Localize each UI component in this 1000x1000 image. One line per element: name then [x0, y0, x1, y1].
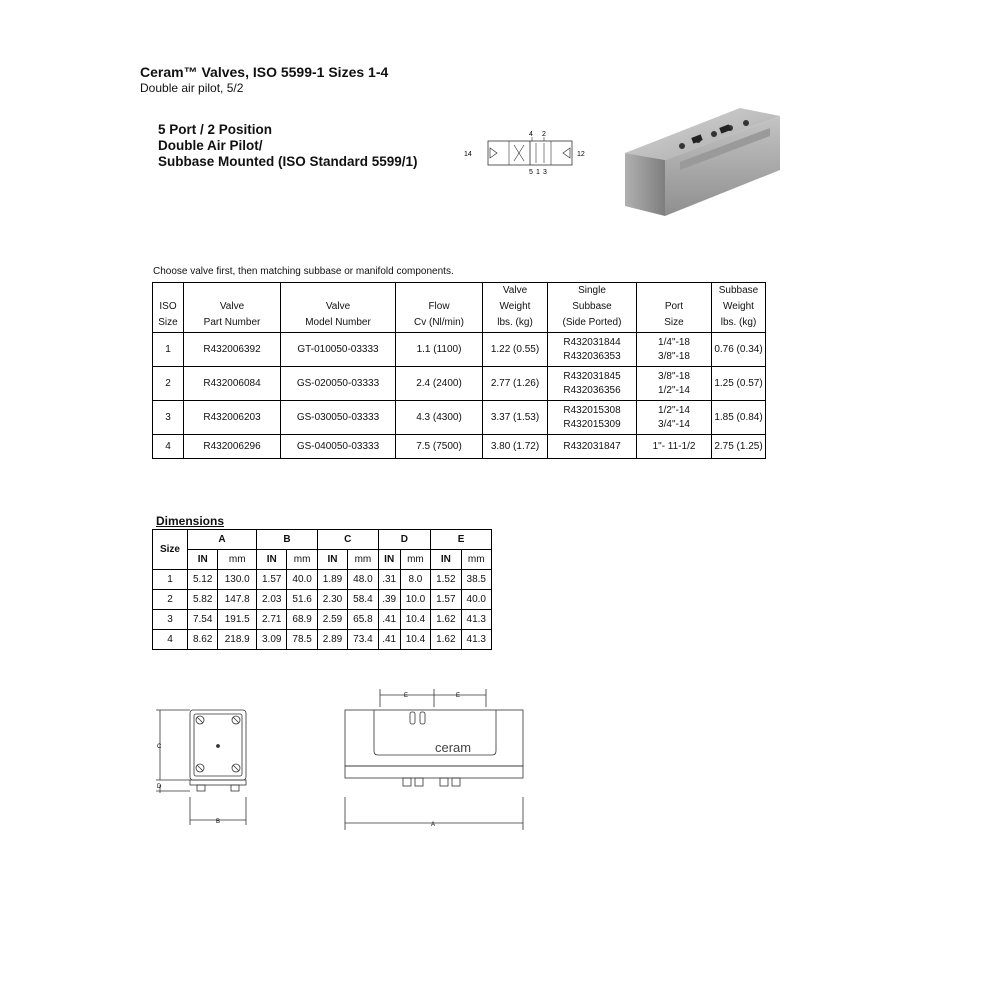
cell-subbase — [548, 333, 637, 367]
subbase-part: R432031845 — [563, 370, 621, 382]
dim-cell: 2.59 — [317, 610, 347, 630]
dim-cell: 1.57 — [431, 590, 461, 610]
dim-cell: .39 — [378, 590, 400, 610]
dim-cell: 1 — [153, 570, 188, 590]
dim-cell: 1.62 — [431, 630, 461, 650]
dim-unit-header: IN — [188, 550, 218, 570]
header-line: Size — [158, 317, 178, 328]
cell-subbase — [548, 367, 637, 401]
port-size-value: 3/4"-14 — [658, 418, 690, 430]
dim-unit-header: mm — [400, 550, 430, 570]
dimensions-table — [152, 529, 492, 650]
dimension-label: C — [157, 744, 162, 750]
header-line: Size — [664, 317, 684, 328]
dim-cell: .31 — [378, 570, 400, 590]
product-heading-line: Double Air Pilot/ — [158, 138, 263, 153]
header-line: Subbase — [718, 285, 759, 296]
dim-cell: 1.57 — [257, 570, 287, 590]
document-subtitle: Double air pilot, 5/2 — [140, 81, 244, 95]
cell-model-number: GT-010050-03333 — [281, 333, 396, 367]
dim-cell: 8.0 — [400, 570, 430, 590]
cell-size: 1 — [153, 333, 184, 367]
dim-cell: 40.0 — [287, 570, 317, 590]
dim-unit-header: mm — [461, 550, 491, 570]
cell-flow: 7.5 (7500) — [396, 435, 483, 459]
dim-unit-header: IN — [431, 550, 461, 570]
dim-cell: 1.62 — [431, 610, 461, 630]
dim-cell: 7.54 — [188, 610, 218, 630]
cell-part-number: R432006392 — [184, 333, 281, 367]
dimension-label: A — [431, 822, 436, 828]
table-note: Choose valve first, then matching subbase or manifold components. — [153, 266, 454, 277]
header-line: Subbase — [572, 301, 612, 312]
dim-cell: 78.5 — [287, 630, 317, 650]
dim-cell: 3 — [153, 610, 188, 630]
cell-port-size — [637, 367, 712, 401]
front-view-drawing — [156, 710, 246, 825]
dim-cell: 2.89 — [317, 630, 347, 650]
cell-subbase — [548, 435, 637, 459]
col-header-flow — [396, 283, 483, 333]
header-line: Part Number — [203, 317, 261, 328]
dim-cell: 147.8 — [218, 590, 257, 610]
dim-cell: 3.09 — [257, 630, 287, 650]
dim-group-header: E — [431, 530, 492, 550]
cell-subbase-weight: 0.76 (0.34) — [712, 333, 766, 367]
dim-group-header: A — [188, 530, 257, 550]
cell-valve-weight: 1.22 (0.55) — [483, 333, 548, 367]
dim-unit-header: mm — [218, 550, 257, 570]
dimensions-title: Dimensions — [156, 514, 225, 528]
dim-group-header: B — [257, 530, 318, 550]
cell-valve-weight: 2.77 (1.26) — [483, 367, 548, 401]
header-line: lbs. (kg) — [497, 317, 533, 328]
dim-cell: 2.30 — [317, 590, 347, 610]
col-header-port-size — [637, 283, 712, 333]
table-row — [153, 570, 492, 590]
header-line: Valve — [219, 301, 245, 312]
dim-cell: 65.8 — [348, 610, 378, 630]
symbol-port-label: 4 — [529, 131, 533, 138]
header-line: Weight — [499, 301, 531, 312]
cell-flow: 1.1 (1100) — [396, 333, 483, 367]
cell-model-number: GS-030050-03333 — [281, 401, 396, 435]
subbase-part: R432015309 — [563, 418, 621, 430]
dimension-label: E — [456, 693, 461, 699]
header-line: lbs. (kg) — [720, 317, 757, 328]
cell-port-size — [637, 401, 712, 435]
dim-cell: 1.52 — [431, 570, 461, 590]
port-size-value: 1/2"-14 — [658, 404, 690, 416]
cell-subbase-weight: 2.75 (1.25) — [712, 435, 766, 459]
cell-valve-weight: 3.80 (1.72) — [483, 435, 548, 459]
symbol-port-label: 5 — [529, 169, 533, 176]
dim-cell: 68.9 — [287, 610, 317, 630]
header-line: Single — [578, 285, 606, 296]
cell-part-number: R432006084 — [184, 367, 281, 401]
header-line: Valve — [502, 285, 528, 296]
dim-cell: 41.3 — [461, 630, 491, 650]
dim-cell: 5.12 — [188, 570, 218, 590]
dim-cell: .41 — [378, 610, 400, 630]
dim-cell: .41 — [378, 630, 400, 650]
cell-port-size — [637, 333, 712, 367]
dim-cell: 1.89 — [317, 570, 347, 590]
valve-spec-table — [152, 282, 766, 459]
cell-flow: 4.3 (4300) — [396, 401, 483, 435]
dim-cell: 10.4 — [400, 610, 430, 630]
product-heading-line: Subbase Mounted (ISO Standard 5599/1) — [158, 154, 418, 169]
dim-unit-header: mm — [287, 550, 317, 570]
dimension-drawings — [150, 685, 530, 830]
header-line: Flow — [428, 301, 450, 312]
dim-cell: 218.9 — [218, 630, 257, 650]
port-size-value: 1"- 11-1/2 — [652, 440, 696, 452]
table-row — [153, 630, 492, 650]
table-row — [153, 333, 766, 367]
dim-group-header: C — [317, 530, 378, 550]
dim-cell: 2 — [153, 590, 188, 610]
table-row — [153, 610, 492, 630]
dim-size-header: Size — [153, 530, 188, 570]
dimension-label: E — [404, 693, 409, 699]
dim-unit-row — [153, 550, 492, 570]
dim-cell: 41.3 — [461, 610, 491, 630]
product-heading-line: 5 Port / 2 Position — [158, 122, 273, 137]
document-title: Ceram™ Valves, ISO 5599-1 Sizes 1-4 — [140, 64, 389, 80]
symbol-port-label: 14 — [464, 151, 472, 158]
symbol-port-label: 3 — [543, 169, 547, 176]
subbase-part: R432036356 — [563, 384, 621, 396]
symbol-port-label: 1 — [536, 169, 540, 176]
cell-model-number: GS-020050-03333 — [281, 367, 396, 401]
dimension-label: D — [157, 784, 162, 790]
dim-cell: 10.0 — [400, 590, 430, 610]
header-line: Port — [664, 301, 684, 312]
cell-flow: 2.4 (2400) — [396, 367, 483, 401]
valve-product-image — [620, 98, 785, 223]
header-line: Cv (Nl/min) — [414, 317, 464, 328]
header-line: Valve — [325, 301, 351, 312]
cell-subbase-weight: 1.85 (0.84) — [712, 401, 766, 435]
header-line: (Side Ported) — [562, 317, 622, 328]
cell-part-number: R432006296 — [184, 435, 281, 459]
header-line: ISO — [159, 301, 177, 312]
dim-unit-header: mm — [348, 550, 378, 570]
cell-port-size — [637, 435, 712, 459]
dim-cell: 40.0 — [461, 590, 491, 610]
dim-cell: 8.62 — [188, 630, 218, 650]
side-view-drawing — [345, 689, 523, 830]
cell-subbase-weight: 1.25 (0.57) — [712, 367, 766, 401]
table-row — [153, 367, 766, 401]
col-header-model-number — [281, 283, 396, 333]
table-row — [153, 401, 766, 435]
dim-group-row — [153, 530, 492, 550]
symbol-port-label: 2 — [542, 131, 546, 138]
symbol-port-label: 12 — [577, 151, 585, 158]
table-header-row — [153, 283, 766, 333]
dim-cell: 2.03 — [257, 590, 287, 610]
port-size-value: 1/2"-14 — [658, 384, 690, 396]
dim-unit-header: IN — [317, 550, 347, 570]
subbase-part: R432036353 — [563, 350, 621, 362]
cell-size: 3 — [153, 401, 184, 435]
dim-unit-header: IN — [257, 550, 287, 570]
dim-cell: 4 — [153, 630, 188, 650]
dim-cell: 2.71 — [257, 610, 287, 630]
col-header-subbase-weight — [712, 283, 766, 333]
port-size-value: 3/8"-18 — [658, 350, 690, 362]
port-size-value: 3/8"-18 — [658, 370, 690, 382]
col-header-single-subbase — [548, 283, 637, 333]
subbase-part: R432015308 — [563, 404, 621, 416]
table-row — [153, 435, 766, 459]
dim-cell: 38.5 — [461, 570, 491, 590]
dim-cell: 58.4 — [348, 590, 378, 610]
port-size-value: 1/4"-18 — [658, 336, 690, 348]
dim-cell: 5.82 — [188, 590, 218, 610]
dim-group-header: D — [378, 530, 431, 550]
dim-cell: 48.0 — [348, 570, 378, 590]
dim-cell: 10.4 — [400, 630, 430, 650]
col-header-iso-size — [153, 283, 184, 333]
cell-subbase — [548, 401, 637, 435]
subbase-part: R432031847 — [563, 440, 621, 452]
col-header-part-number — [184, 283, 281, 333]
valve-symbol-diagram — [462, 128, 592, 178]
header-line: Model Number — [305, 317, 371, 328]
subbase-part: R432031844 — [563, 336, 621, 348]
col-header-valve-weight — [483, 283, 548, 333]
dimension-label: B — [216, 819, 221, 825]
cell-model-number: GS-040050-03333 — [281, 435, 396, 459]
table-row — [153, 590, 492, 610]
cell-size: 2 — [153, 367, 184, 401]
dim-cell: 130.0 — [218, 570, 257, 590]
dim-cell: 191.5 — [218, 610, 257, 630]
brand-logo-text: ceram — [435, 740, 472, 755]
dim-cell: 51.6 — [287, 590, 317, 610]
dim-unit-header: IN — [378, 550, 400, 570]
cell-part-number: R432006203 — [184, 401, 281, 435]
dim-cell: 73.4 — [348, 630, 378, 650]
header-line: Weight — [723, 301, 754, 312]
cell-valve-weight: 3.37 (1.53) — [483, 401, 548, 435]
cell-size: 4 — [153, 435, 184, 459]
